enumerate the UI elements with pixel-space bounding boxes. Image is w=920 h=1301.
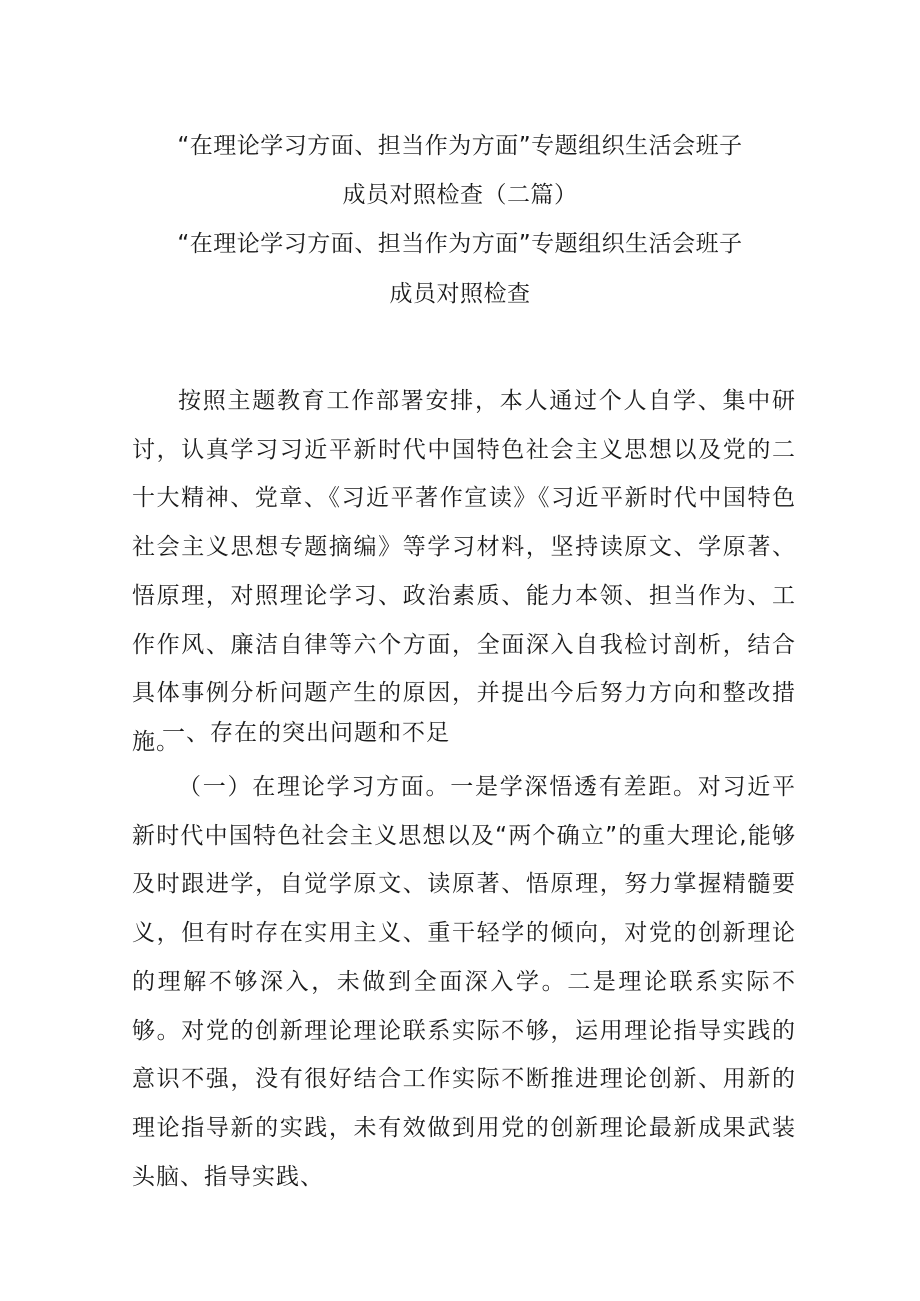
document-title-line-1: “在理论学习方面、担当作为方面”专题组织生活会班子 bbox=[177, 133, 743, 159]
document-title-line-2: 成员对照检查（二篇） bbox=[342, 182, 578, 208]
document-title-line-4: 成员对照检查 bbox=[389, 281, 531, 307]
section-heading: 一、存在的突出问题和不足 bbox=[162, 720, 450, 746]
intro-paragraph: 按照主题教育工作部署安排，本人通过个人自学、集中研讨，认真学习习近平新时代中国特色社会主义思想以及党的二十大精神、党章、《习近平著作宣读》《习近平新时代中国特色社会主义思想专题摘编》等学习材料，坚持读原文、学原著、悟原理，对照理论学习、政治素质、能力本领、担当作为、工作作风、廉洁自律等六个方面，全面深入自我检讨剖析，结合具体事例分析问题产生的原因，并提出今后努力方向和整改措施。 bbox=[132, 388, 796, 755]
document-title-line-3: “在理论学习方面、担当作为方面”专题组织生活会班子 bbox=[177, 231, 743, 257]
section-paragraph: （一）在理论学习方面。一是学深悟透有差距。对习近平新时代中国特色社会主义思想以及“两个确立”的重大理论,能够及时跟进学，自觉学原文、读原著、悟原理，努力掌握精髓要义，但有时存在实用主义、重干轻学的倾向，对党的创新理论的理解不够深入，未做到全面深入学。二是理论联系实际不够。对党的创新理论理论联系实际不够，运用理论指导实践的意识不强，没有很好结合工作实际不断推进理论创新、用新的理论指导新的实践，未有效做到用党的创新理论最新成果武装头脑、指导实践、 bbox=[132, 774, 796, 1190]
